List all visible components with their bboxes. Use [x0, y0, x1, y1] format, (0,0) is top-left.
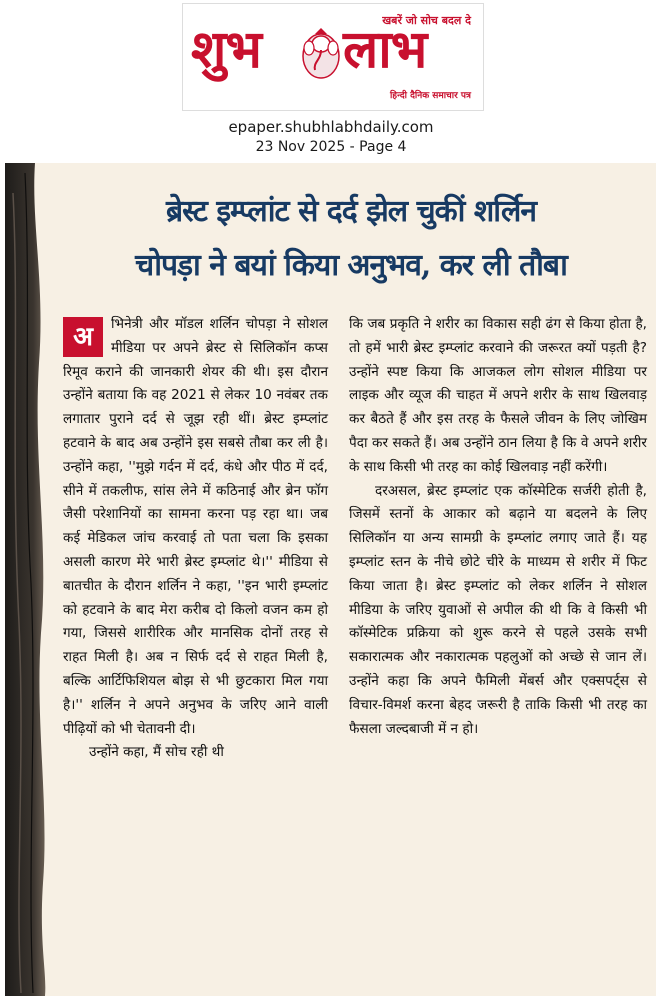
- news-clipping: [5, 163, 656, 996]
- article-column-1: [63, 313, 328, 765]
- headline-line-1: ब्रेस्ट इम्प्लांट से दर्द झेल चुकीं शर्लिन: [165, 194, 537, 229]
- paragraph-text: भिनेत्री और मॉडल शर्लिन चोपड़ा ने सोशल मीडिया पर अपने ब्रेस्ट से सिलिकॉन कप्स रिमूव कराने की जानकारी शेयर की थी। इस दौरान उन्होंने बताया कि वह 2021 से लेकर 10 नवंबर तक लगातार पुराने दर्द से जूझ रही थीं। ब्रेस्ट इम्प्लांट हटवाने के बाद अब उन्होंने इस सबसे तौबा कर ली है। उन्होंने कहा, ''मुझे गर्दन में दर्द, कंधे और पीठ में दर्द, सीने में तकलीफ, सांस लेने में कठिनाई और ब्रेन फॉग जैसी परेशानियों का सामना करना पड़ रहा था। जब कई मेडिकल जांच करवाई तो पता चला कि इसका असली कारण मेरे भारी ब्रेस्ट इम्प्लांट थे।'' मीडिया से बातचीत के दौरान शर्लिन ने कहा, ''इन भारी इम्प्लांट को हटवाने के बाद मेरा करीब दो किलो वजन कम हो गया, जिससे शारीरिक और मानसिक दोनों तरह से राहत मिली है। अब न सिर्फ दर्द से राहत मिली है, बल्कि आर्टिफिशियल बोझ से भी छुटकारा मिल गया है।'' शर्लिन ने अपने अनुभव के जरिए आने वाली पीढ़ियों को भी चेतावनी दी।: [63, 316, 328, 737]
- drop-cap: अ: [63, 317, 103, 357]
- photo-edge-hair: [5, 163, 51, 996]
- newspaper-logo[interactable]: [182, 3, 484, 111]
- article-headline: [51, 185, 651, 293]
- article-paragraph: कि जब प्रकृति ने शरीर का विकास सही ढंग से किया होता है, तो हमें भारी ब्रेस्ट इम्प्लांट करवाने की जरूरत क्यों पड़ती है? उन्होंने स्पष्ट किया कि आजकल लोग सोशल मीडिया पर लाइक और व्यूज की चाहत में अपने शरीर के साथ खिलवाड़ कर बैठते हैं और इस तरह के फैसले जीवन के लिए जोखिम पैदा कर सकते हैं। अब उन्होंने ठान लिया है कि वे अपने शरीर के साथ किसी भी तरह का कोई खिलवाड़ नहीं करेंगी।: [349, 316, 647, 475]
- edition-date-page: 23 Nov 2025 - Page 4: [255, 139, 407, 155]
- logo-word-left: शुभ: [191, 20, 261, 80]
- headline-line-2: चोपड़ा ने बयां किया अनुभव, कर ली तौबा: [135, 248, 567, 283]
- logo-tagline: खबरें जो सोच बदल दे: [382, 14, 471, 27]
- article-paragraph: उन्होंने कहा, मैं सोच रही थी: [89, 744, 224, 761]
- logo-subtagline: हिन्दी दैनिक समाचार पत्र: [389, 91, 471, 101]
- article-column-2: [349, 313, 647, 741]
- epaper-url[interactable]: epaper.shubhlabhdaily.com: [228, 118, 434, 136]
- logo-wordmark: [191, 20, 427, 80]
- article-paragraph: दरअसल, ब्रेस्ट इम्प्लांट एक कॉस्मेटिक सर्जरी होती है, जिसमें स्तनों के आकार को बढ़ाने या बदलने के लिए सिलिकॉन या अन्य सामग्री के इम्प्लांट लगाए जाते हैं। यह इम्प्लांट स्तन के नीचे छोटे चीरे के माध्यम से शरीर में फिट किया जाता है। ब्रेस्ट इम्प्लांट को लेकर शर्लिन ने सोशल मीडिया के जरिए युवाओं से अपील की थी कि वे किसी भी कॉस्मेटिक प्रक्रिया को शुरू करने से पहले उसके सभी सकारात्मक और नकारात्मक पहलुओं को अच्छे से जान लें। उन्होंने कहा कि अपने फैमिली मेंबर्स और एक्सपर्ट्स से विचार-विमर्श करना बेहद जरूरी है ताकि किसी भी तरह का फैसला जल्दबाजी में न हो।: [349, 482, 647, 737]
- article-paragraph: [63, 313, 328, 741]
- masthead: [0, 0, 662, 163]
- ganesha-emblem-icon: [299, 26, 343, 82]
- logo-word-right: लाभ: [343, 20, 427, 80]
